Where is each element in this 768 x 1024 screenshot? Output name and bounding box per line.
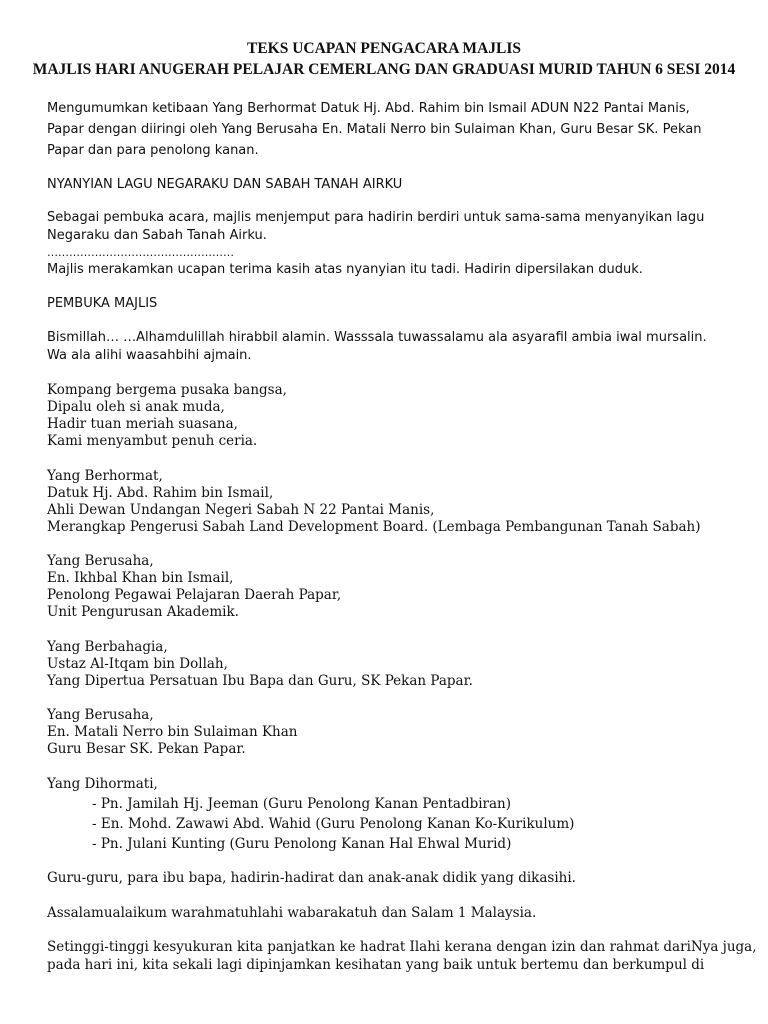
anthem-text-line: Sebagai pembuka acara, majlis menjemput para hadirin berdiri untuk sama-sama menyanyikan lagu (47, 210, 705, 225)
guest-ppd-line: En. Ikhbal Khan bin Ismail, (47, 570, 234, 586)
bismillah-line: Bismillah… …Alhamdulillah hirabbil alamin. Wasssala tuwassalamu ala asyarafil ambia iwal mursalin. (47, 330, 707, 345)
intro-line: Mengumumkan ketibaan Yang Berhormat Datuk Hj. Abd. Rahim bin Ismail ADUN N22 Pantai Manis, (47, 101, 690, 116)
guest-ppd-line: Yang Berusaha, (47, 553, 154, 569)
salam-line: Assalamualaikum warahmatuhlahi wabarakatuh dan Salam 1 Malaysia. (47, 905, 537, 921)
honoured-heading: Yang Dihormati, (47, 776, 158, 792)
closing-line: Setinggi-tinggi kesyukuran kita panjatkan ke hadrat Ilahi kerana dengan izin dan rahmat dariNya juga, (47, 939, 757, 955)
opening-heading: PEMBUKA MAJLIS (47, 296, 158, 311)
guest-yb-line: Datuk Hj. Abd. Rahim bin Ismail, (47, 485, 274, 501)
honoured-item: - Pn. Jamilah Hj. Jeeman (Guru Penolong Kanan Pentadbiran) (92, 796, 512, 812)
pantun-line: Hadir tuan meriah suasana, (47, 416, 238, 432)
honoured-item: - Pn. Julani Kunting (Guru Penolong Kanan Hal Ehwal Murid) (92, 836, 512, 852)
intro-line: Papar dengan diiringi oleh Yang Berusaha En. Matali Nerro bin Sulaiman Khan, Guru Besar SK. Pekan (47, 122, 702, 137)
anthem-heading: NYANYIAN LAGU NEGARAKU DAN SABAH TANAH AIRKU (47, 177, 403, 192)
guest-pibg-line: Ustaz Al-Itqam bin Dollah, (47, 656, 228, 672)
title-line-2: MAJLIS HARI ANUGERAH PELAJAR CEMERLANG DAN GRADUASI MURID TAHUN 6 SESI 2014 (32, 61, 736, 78)
audience-line: Guru-guru, para ibu bapa, hadirin-hadirat dan anak-anak didik yang dikasihi. (47, 870, 576, 886)
guest-ppd-line: Unit Pengurusan Akademik. (47, 604, 239, 620)
guest-gb-line: En. Matali Nerro bin Sulaiman Khan (47, 724, 298, 740)
guest-yb-line: Merangkap Pengerusi Sabah Land Development Board. (Lembaga Pembangunan Tanah Sabah) (47, 519, 701, 535)
closing-line: pada hari ini, kita sekali lagi dipinjamkan kesihatan yang baik untuk bertemu dan berkumpul di (47, 957, 705, 973)
pantun-line: Kami menyambut penuh ceria. (47, 433, 258, 449)
anthem-text-line: Negaraku dan Sabah Tanah Airku. (47, 228, 267, 243)
pantun-line: Kompang bergema pusaka bangsa, (47, 382, 287, 398)
title-line-1: TEKS UCAPAN PENGACARA MAJLIS (247, 40, 521, 57)
guest-pibg-line: Yang Dipertua Persatuan Ibu Bapa dan Guru, SK Pekan Papar. (47, 673, 473, 689)
guest-pibg-line: Yang Berbahagia, (47, 639, 168, 655)
pantun-line: Dipalu oleh si anak muda, (47, 399, 225, 415)
guest-gb-line: Guru Besar SK. Pekan Papar. (47, 741, 246, 757)
dotted-separator: …………………………………………… (47, 246, 234, 259)
guest-ppd-line: Penolong Pegawai Pelajaran Daerah Papar, (47, 587, 342, 603)
thanks-line: Majlis merakamkan ucapan terima kasih atas nyanyian itu tadi. Hadirin dipersilakan duduk. (47, 262, 643, 277)
honoured-item: - En. Mohd. Zawawi Abd. Wahid (Guru Penolong Kanan Ko-Kurikulum) (92, 816, 575, 832)
intro-line: Papar dan para penolong kanan. (47, 143, 259, 158)
guest-yb-line: Yang Berhormat, (47, 468, 163, 484)
bismillah-line: Wa ala alihi waasahbihi ajmain. (47, 348, 252, 363)
guest-gb-line: Yang Berusaha, (47, 707, 154, 723)
guest-yb-line: Ahli Dewan Undangan Negeri Sabah N 22 Pantai Manis, (47, 502, 435, 518)
